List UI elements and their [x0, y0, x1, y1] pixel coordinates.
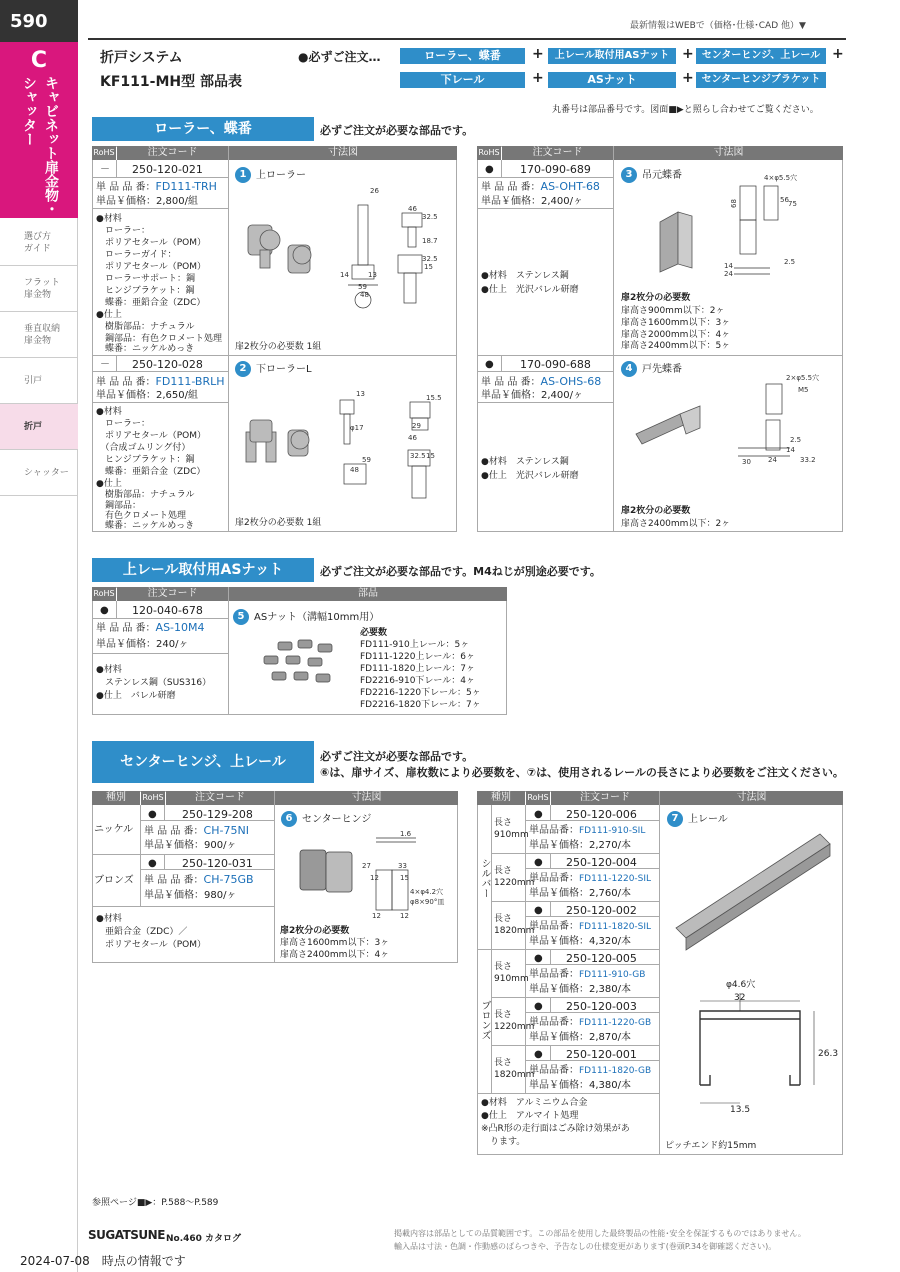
kind-label: ブロンズ [94, 875, 134, 886]
svg-text:59: 59 [358, 283, 367, 291]
part-number[interactable]: FD111-1820-GB [579, 1066, 652, 1076]
svg-text:48: 48 [360, 291, 369, 299]
price: 単品￥価格：2,870/本 [529, 1032, 631, 1043]
col-dim: 寸法図 [275, 791, 458, 805]
need-title: 必要数 [360, 628, 388, 638]
spec-line: 鋼部品：有色クロメート処理 [96, 334, 223, 344]
part-label: 単品品番： [529, 969, 579, 980]
part-number-badge: 7 [667, 811, 683, 827]
part-label: 単 品 品 番： [481, 377, 541, 388]
svg-text:15: 15 [400, 874, 409, 882]
tag-roller-hinge[interactable]: ローラー、蝶番 [400, 48, 525, 64]
tag-as-nut-upper[interactable]: 上レール取付用ASナット [548, 48, 676, 64]
spec-line: 有色クロメート処理 [96, 511, 187, 521]
spec-line: ローラー： [96, 419, 151, 429]
reference-pages[interactable]: 参照ページ■▶：P.588～P.589 [92, 1198, 219, 1208]
svg-text:46: 46 [408, 434, 417, 442]
spec-line: ポリアセタール（POM） [96, 262, 207, 272]
section-roller-hinge-title: ローラー、蝶番 [92, 117, 314, 141]
need-qty: 扉高さ1600mm以下：3ヶ [280, 938, 390, 948]
col-rohs: RoHS [92, 587, 116, 601]
order-code[interactable]: 170-090-689 [520, 163, 591, 176]
upper-roller-drawing [240, 185, 450, 335]
info-date: 2024-07-08 時点の情報です [20, 1254, 186, 1268]
rohs-mark: ● [534, 1001, 543, 1012]
part-label: 単 品 品 番： [96, 377, 156, 388]
need-qty: FD111-1220上レール：6ヶ [360, 652, 475, 662]
col-code: 注文コード [117, 587, 228, 601]
plus-sign: + [532, 70, 544, 86]
rohs-mark: ● [534, 953, 543, 964]
part-number-badge: 5 [233, 609, 249, 625]
section-center-hinge-note: 必ずご注文が必要な部品です。 [320, 750, 474, 763]
rail-section-drawing [680, 975, 830, 1125]
part-number[interactable]: FD111-910-SIL [579, 826, 646, 836]
part-label: 単 品 品 番： [481, 182, 541, 193]
part-number-badge: 1 [235, 167, 251, 183]
spec-line: ●仕上 バレル研磨 [96, 691, 176, 701]
svg-text:75: 75 [788, 200, 797, 208]
need-qty: FD111-1820上レール：7ヶ [360, 664, 475, 674]
col-rohs: RoHS [92, 146, 116, 160]
plus-sign: + [832, 46, 844, 62]
spec-line: ●仕上 [96, 310, 122, 320]
category-title-2: シャッター [21, 76, 37, 146]
part-number-badge: 3 [621, 167, 637, 183]
spec-line: 鋼部品： [96, 501, 142, 511]
part-label: 単品品番： [529, 1017, 579, 1028]
order-code[interactable]: 250-120-005 [566, 952, 637, 965]
category-letter: C [30, 48, 48, 73]
spec-line: ヒンジブラケット：鋼 [96, 455, 195, 465]
svg-text:13: 13 [368, 271, 377, 279]
rohs-mark: ● [534, 809, 543, 820]
spec-line: 蝶番：ニッケルめっき [96, 344, 195, 354]
spec-line: 蝶番：亜鉛合金（ZDC） [96, 298, 206, 308]
length-label: 長さ 1820mm [494, 914, 535, 936]
svg-text:14: 14 [724, 262, 733, 270]
need-title: 扉2枚分の必要数 [621, 293, 691, 303]
order-code[interactable]: 250-120-002 [566, 904, 637, 917]
part-label: 単品品番： [529, 825, 579, 836]
part-name: 上ローラー [256, 170, 306, 181]
svg-text:18.7: 18.7 [422, 237, 438, 245]
order-code[interactable]: 250-120-003 [566, 1000, 637, 1013]
col-kind: 種別 [477, 791, 525, 805]
order-code[interactable]: 170-090-688 [520, 358, 591, 371]
disclaimer-2: 輸入品は寸法・色調・作動感のばらつきや、予告なしの仕様変更があります(巻頭P.34を御確認ください)。 [394, 1242, 777, 1251]
svg-text:12: 12 [400, 912, 409, 920]
tag-as-nut[interactable]: ASナット [548, 72, 676, 88]
order-code[interactable]: 250-120-004 [566, 856, 637, 869]
rohs-mark: ● [534, 857, 543, 868]
web-info-link[interactable]: 最新情報はWEBで（価格･仕様･CAD 他）▼ [630, 21, 806, 31]
spec-line: 蝶番：亜鉛合金（ZDC） [96, 467, 206, 477]
sidebar-item-vertical[interactable]: 垂直収納 扉金物 [0, 312, 78, 358]
brand-logo: SUGATSUNE [88, 1228, 165, 1242]
part-number-badge: 6 [281, 811, 297, 827]
rohs-mark: － [100, 164, 110, 175]
part-number[interactable]: AS-OHS-68 [540, 375, 602, 388]
need-qty: FD2216-910下レール：4ヶ [360, 676, 475, 686]
need-qty: 扉高さ2000mm以下：4ヶ [621, 330, 731, 340]
header-note: 丸番号は部品番号です。図面■▶と照らし合わせてご覧ください。 [552, 105, 819, 115]
need-qty: 扉2枚分の必要数 1組 [235, 342, 322, 352]
order-code[interactable]: 120-040-678 [132, 604, 203, 617]
col-rohs: RoHS [526, 791, 550, 805]
svg-text:15.5: 15.5 [426, 394, 442, 402]
need-qty: 扉高さ2400mm以下：2ヶ [621, 519, 731, 529]
part-label: 単品品番： [529, 921, 579, 932]
need-qty: 扉高さ2400mm以下：4ヶ [280, 950, 390, 960]
part-label: 単 品 品 番： [144, 826, 204, 837]
spec-line: ●材料 [96, 214, 122, 224]
section-roller-hinge-note: 必ずご注文が必要な部品です。 [320, 124, 474, 137]
price: 単品￥価格：240/ヶ [96, 639, 189, 650]
col-dim: 寸法図 [614, 146, 843, 160]
price: 単品￥価格：4,380/本 [529, 1080, 631, 1091]
length-label: 長さ 910mm [494, 818, 529, 840]
svg-text:46: 46 [408, 205, 417, 213]
order-code[interactable]: 250-120-031 [182, 857, 253, 870]
part-name: センターヒンジ [302, 814, 372, 825]
price: 単品￥価格：980/ヶ [144, 890, 237, 901]
section-as-nut-title: 上レール取付用ASナット [92, 558, 314, 582]
part-number[interactable]: FD111-1820-SIL [579, 922, 652, 932]
spec-line: 亜鉛合金（ZDC）／ [96, 927, 188, 937]
spec-line: ポリアセタール（POM） [96, 940, 207, 950]
as-nut-drawing [258, 636, 348, 696]
col-code: 注文コード [117, 146, 228, 160]
part-number[interactable]: FD111-TRH [155, 180, 217, 193]
svg-text:4×φ5.5穴: 4×φ5.5穴 [764, 174, 798, 182]
price: 単品￥価格：2,650/組 [96, 390, 198, 401]
price: 単品￥価格：2,760/本 [529, 888, 631, 899]
spec-line: ●仕上 アルマイト処理 [481, 1111, 579, 1121]
spec-line: ●材料 [96, 665, 122, 675]
spec-line: 樹脂部品：ナチュラル [96, 322, 195, 332]
svg-text:15: 15 [426, 452, 435, 460]
part-label: 単 品 品 番： [96, 182, 156, 193]
svg-text:12: 12 [370, 874, 379, 882]
svg-text:48: 48 [350, 466, 359, 474]
rohs-mark: ● [148, 809, 157, 820]
svg-text:13: 13 [356, 390, 365, 398]
svg-text:56: 56 [780, 196, 789, 204]
svg-text:φ17: φ17 [350, 424, 364, 432]
col-part: 部品 [229, 587, 507, 601]
required-label: ●必ずご注文… [298, 50, 381, 64]
col-code: 注文コード [502, 146, 613, 160]
sidebar-item-folding[interactable]: 折戸 [0, 404, 78, 450]
part-name: ASナット（溝幅10mm用） [254, 612, 380, 623]
disclaimer-1: 掲載内容は部品としての品質範囲です。この部品を使用した最終製品の性能･安全を保証するものではありません。 [394, 1229, 806, 1238]
section-center-hinge-title: センターヒンジ、上レール [92, 741, 314, 783]
svg-text:59: 59 [362, 456, 371, 464]
need-qty: 扉高さ1600mm以下：3ヶ [621, 318, 731, 328]
svg-text:27: 27 [362, 862, 371, 870]
col-dim: 寸法図 [660, 791, 843, 805]
category-block[interactable] [0, 42, 78, 218]
part-number[interactable]: FD111-1220-GB [579, 1018, 652, 1028]
spec-line: ※凸R形の走行面はごみ除け効果があ [481, 1124, 630, 1134]
order-code[interactable]: 250-120-028 [132, 358, 203, 371]
price: 単品￥価格：2,800/組 [96, 196, 198, 207]
spec-line: ●仕上 光沢バレル研磨 [481, 285, 579, 295]
part-number[interactable]: CH-75NI [203, 824, 249, 837]
need-qty: 扉2枚分の必要数 1組 [235, 518, 322, 528]
rohs-mark: ● [100, 605, 109, 616]
part-name: 吊元蝶番 [642, 170, 682, 181]
spec-line: ポリアセタール（POM） [96, 431, 207, 441]
spec-line: ●材料 アルミニウム合金 [481, 1098, 588, 1108]
part-name: 下ローラーL [256, 364, 312, 375]
part-number[interactable]: FD111-BRLH [155, 375, 225, 388]
part-number-badge: 2 [235, 361, 251, 377]
part-name: 上レール [688, 814, 728, 825]
col-code: 注文コード [166, 791, 274, 805]
spec-line: （合成ゴムリング付） [96, 443, 191, 453]
sidebar-item-guide[interactable]: 選び方 ガイド [0, 220, 78, 266]
catalog-number: No.460 カタログ [166, 1234, 242, 1244]
sidebar-item-flat[interactable]: フラット 扉金物 [0, 266, 78, 312]
order-code[interactable]: 250-120-001 [566, 1048, 637, 1061]
svg-text:2.5: 2.5 [784, 258, 796, 266]
kind-label: シルバー [479, 858, 490, 898]
kind-label: ニッケル [94, 824, 134, 835]
part-number-badge: 4 [621, 361, 637, 377]
plus-sign: + [682, 70, 694, 86]
svg-text:2.5: 2.5 [790, 436, 802, 444]
part-label: 単 品 品 番： [144, 875, 204, 886]
rail-slot-dim: 13.5 [730, 1105, 751, 1115]
length-label: 長さ 1220mm [494, 1010, 535, 1032]
order-code[interactable]: 250-120-006 [566, 808, 637, 821]
svg-text:33: 33 [398, 862, 407, 870]
length-label: 長さ 1220mm [494, 866, 535, 888]
rail-height-dim: 26.3 [818, 1049, 839, 1059]
spec-line: 蝶番：ニッケルめっき [96, 521, 195, 531]
header-rule [88, 38, 846, 40]
svg-text:φ8×90°皿: φ8×90°皿 [410, 898, 445, 906]
svg-text:33.2: 33.2 [800, 456, 816, 464]
order-code[interactable]: 250-129-208 [182, 808, 253, 821]
svg-text:2×φ5.5穴: 2×φ5.5穴 [786, 374, 820, 382]
plus-sign: + [682, 46, 694, 62]
svg-text:14: 14 [786, 446, 795, 454]
price: 単品￥価格：2,400/ヶ [481, 196, 583, 207]
need-qty: FD2216-1220下レール：5ヶ [360, 688, 481, 698]
rail-hole-dim: φ4.6穴 [726, 980, 756, 990]
category-title-1: キャビネット扉金物・ [43, 76, 59, 216]
svg-text:12: 12 [372, 912, 381, 920]
part-label: 単品品番： [529, 1065, 579, 1076]
rohs-mark: ● [148, 858, 157, 869]
need-title: 扉2枚分の必要数 [280, 926, 350, 936]
col-rohs: RoHS [141, 791, 165, 805]
rohs-mark: － [100, 359, 110, 370]
col-kind: 種別 [92, 791, 140, 805]
kind-label: ブロンズ [479, 1000, 490, 1040]
part-number[interactable]: CH-75GB [203, 873, 254, 886]
svg-text:M5: M5 [798, 386, 809, 394]
rohs-mark: ● [485, 359, 494, 370]
part-number[interactable]: AS-10M4 [155, 621, 205, 634]
svg-text:30: 30 [742, 458, 751, 466]
spec-line: ●仕上 光沢バレル研磨 [481, 471, 579, 481]
part-label: 単品品番： [529, 873, 579, 884]
col-dim: 寸法図 [229, 146, 457, 160]
part-label: 単 品 品 番： [96, 623, 156, 634]
rohs-mark: ● [534, 905, 543, 916]
spec-line: ローラー： [96, 226, 151, 236]
need-qty: 扉高さ900mm以下：2ヶ [621, 306, 725, 316]
col-rohs: RoHS [477, 146, 501, 160]
svg-text:32.5: 32.5 [410, 452, 426, 460]
spec-line: ステンレス鋼（SUS316） [96, 678, 212, 688]
spec-line: ります。 [481, 1137, 526, 1147]
price: 単品￥価格：4,320/本 [529, 936, 631, 947]
price: 単品￥価格：2,380/本 [529, 984, 631, 995]
section-center-hinge-note-2: ⑥は、扉サイズ、扉枚数により必要数を、⑦は、使用されるレールの長さにより必要数をご注文ください。 [320, 766, 844, 779]
section-as-nut-note: 必ずご注文が必要な部品です。M4ねじが別途必要です。 [320, 565, 601, 578]
need-qty: 扉高さ2400mm以下：5ヶ [621, 341, 731, 351]
svg-text:4×φ4.2穴: 4×φ4.2穴 [410, 888, 444, 896]
upper-rail-drawing [670, 828, 835, 958]
svg-text:1.6: 1.6 [400, 830, 412, 838]
order-code[interactable]: 250-120-021 [132, 163, 203, 176]
pivot-hinge-drawing [640, 172, 840, 282]
page-title-2: KF111-MH型 部品表 [100, 74, 242, 90]
part-number[interactable]: AS-OHT-68 [540, 180, 600, 193]
need-title: 扉2枚分の必要数 [621, 506, 691, 516]
part-name: 戸先蝶番 [642, 364, 682, 375]
rail-width-dim: 32 [734, 993, 746, 1003]
tag-center-hinge-rail[interactable]: センターヒンジ、上レール [696, 48, 826, 64]
spec-line: ●材料 [96, 407, 122, 417]
plus-sign: + [532, 46, 544, 62]
svg-text:24: 24 [724, 270, 733, 278]
svg-text:32.5: 32.5 [422, 213, 438, 221]
rohs-mark: ● [485, 164, 494, 175]
price: 単品￥価格：2,400/ヶ [481, 390, 583, 401]
spec-line: ●材料 ステンレス鋼 [481, 271, 569, 281]
need-qty: FD2216-1820下レール：7ヶ [360, 700, 481, 710]
price: 単品￥価格：2,270/本 [529, 840, 631, 851]
spec-line: ヒンジブラケット：鋼 [96, 286, 195, 296]
spec-line: ローラーガイド： [96, 250, 177, 260]
length-label: 長さ 1820mm [494, 1058, 535, 1080]
tag-lower-rail[interactable]: 下レール [400, 72, 525, 88]
sidebar-item-sliding[interactable]: 引戸 [0, 358, 78, 404]
svg-text:15: 15 [424, 263, 433, 271]
sidebar-item-shutter[interactable]: シャッター [0, 450, 78, 496]
spec-line: 樹脂部品：ナチュラル [96, 490, 195, 500]
pitch-note: ピッチエンド約15mm [665, 1141, 757, 1151]
part-number[interactable]: FD111-1220-SIL [579, 874, 652, 884]
svg-text:24: 24 [768, 456, 777, 464]
col-code: 注文コード [551, 791, 659, 805]
price: 単品￥価格：900/ヶ [144, 840, 237, 851]
page-number: 590 [0, 0, 78, 42]
part-number[interactable]: FD111-910-GB [579, 970, 646, 980]
length-label: 長さ 910mm [494, 962, 529, 984]
svg-text:29: 29 [412, 422, 421, 430]
lower-roller-drawing [240, 380, 450, 510]
spec-line: ポリアセタール（POM） [96, 238, 207, 248]
center-hinge-drawing [290, 828, 450, 923]
need-qty: FD111-910上レール：5ヶ [360, 640, 470, 650]
rohs-mark: ● [534, 1049, 543, 1060]
svg-text:32.5: 32.5 [422, 255, 438, 263]
svg-text:14: 14 [340, 271, 349, 279]
page-title-1: 折戸システム [100, 50, 183, 66]
spec-line: ●材料 ステンレス鋼 [481, 457, 569, 467]
tip-hinge-drawing [630, 372, 840, 492]
svg-text:68: 68 [730, 199, 738, 208]
tag-center-hinge-bracket[interactable]: センターヒンジブラケット [696, 72, 826, 88]
svg-text:26: 26 [370, 187, 379, 195]
spec-line: ●材料 [96, 914, 122, 924]
spec-line: ●仕上 [96, 479, 122, 489]
spec-line: ローラーサポート：鋼 [96, 274, 196, 284]
